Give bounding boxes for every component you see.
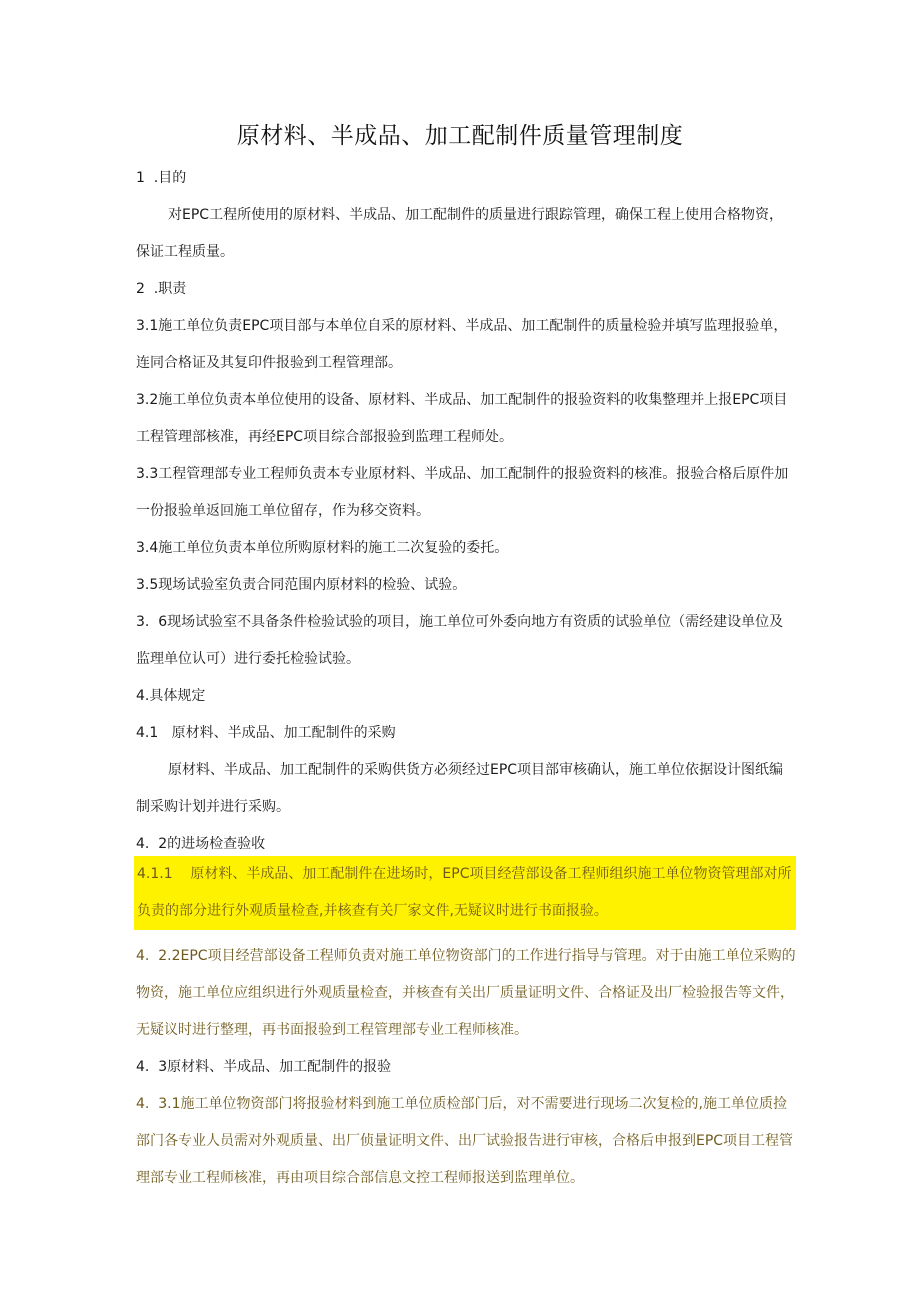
section-heading-duties: 2 .职责 [136, 281, 187, 297]
paragraph-3-3: 3.3工程管理部专业工程师负责本专业原材料、半成品、加工配制件的报验资料的核准。报验合格后原件加一份报验单返回施工单位留存，作为移交资料。 [136, 466, 789, 519]
highlighted-paragraph-4-1-1: 4.1.1 原材料、半成品、加工配制件在进场时，EPC项目经营部设备工程师组织施工单位物资管理部对所负责的部分进行外观质量检查,并核查有关厂家文件,无疑议时进行书面报验。 [134, 856, 796, 930]
paragraph-4-2-2: 4. 2.2EPC项目经营部设备工程师负责对施工单位物资部门的工作进行指导与管理。对于由施工单位采购的物资，施工单位应组织进行外观质量检查，并核查有关出厂质量证明文件、合格证及出厂检验报告等文件，无疑议时进行整理，再书面报验到工程管理部专业工程师核准。 [136, 948, 796, 1038]
subsection-heading-4-2: 4. 2的进场检查验收 [136, 836, 266, 852]
paragraph-3-1: 3.1施工单位负责EPC项目部与本单位自采的原材料、半成品、加工配制件的质量检验并填写监理报验单，连同合格证及其复印件报验到工程管理部。 [136, 318, 788, 371]
paragraph-3-6: 3. 6现场试验室不具备条件检验试验的项目，施工单位可外委向地方有资质的试验单位（需经建设单位及监理单位认可）进行委托检验试验。 [136, 614, 784, 667]
paragraph-4-3-1: 4. 3.1施工单位物资部门将报验材料到施工单位质检部门后，对不需要进行现场二次复检的,施工单位质捡部门各专业人员需对外观质量、出厂侦量证明文件、出厂试验报告进行审核，合格后申报到EPC项目工程管理部专业工程师核准，再由项目综合部信息文控工程师报送到监理单位。 [136, 1096, 794, 1186]
section-heading-regulations: 4.具体规定 [136, 688, 206, 704]
paragraph-3-4: 3.4施工单位负责本单位所购原材料的施工二次复验的委托。 [136, 540, 509, 556]
paragraph-4-1: 原材料、半成品、加工配制件的采购供货方必须经过EPC项目部审核确认，施工单位依据设计图纸编制采购计划并进行采购。 [136, 762, 784, 815]
paragraph-3-5: 3.5现场试验室负责合同范围内原材料的检验、试验。 [136, 577, 467, 593]
document-title: 原材料、半成品、加工配制件质量管理制度 [236, 123, 684, 149]
paragraph-purpose: 对EPC工程所使用的原材料、半成品、加工配制件的质量进行跟踪管理，确保工程上使用合格物资，保证工程质量。 [136, 207, 784, 260]
paragraph-3-2: 3.2施工单位负责本单位使用的设备、原材料、半成品、加工配制件的报验资料的收集整理并上报EPC项目工程管理部核准，再经EPC项目综合部报验到监理工程师处。 [136, 392, 788, 445]
subsection-heading-4-1: 4.1 原材料、半成品、加工配制件的采购 [136, 725, 396, 741]
section-heading-purpose: 1 .目的 [136, 170, 187, 186]
subsection-heading-4-3: 4. 3原材料、半成品、加工配制件的报验 [136, 1059, 392, 1075]
